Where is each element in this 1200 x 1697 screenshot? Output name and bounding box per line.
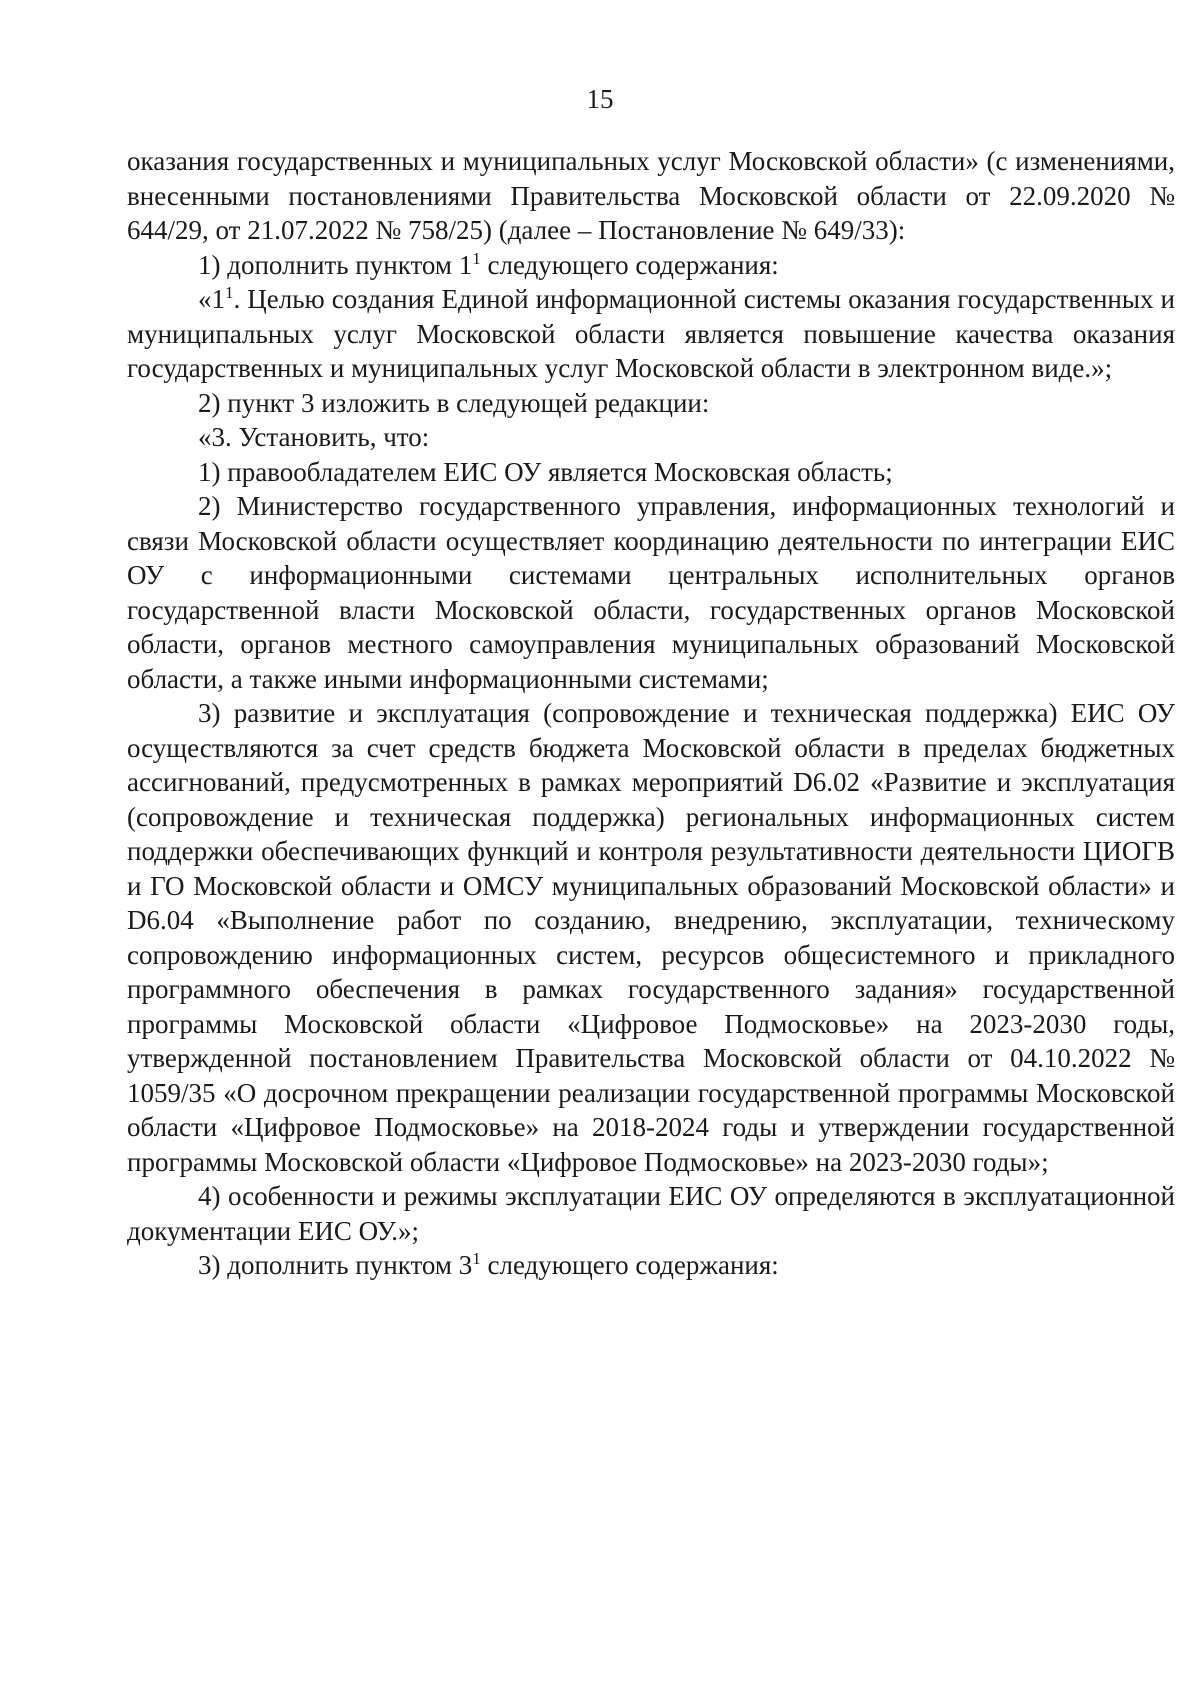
paragraph-text: . Целью создания Единой информационной системы оказания государственных и муниципальных услуг Московской области является повышение качества оказания государственных и муниципальных услуг Московской области в электронном виде.»; <box>127 284 1175 383</box>
superscript: 1 <box>225 283 234 302</box>
paragraph-amendment-2: 2) пункт 3 изложить в следующей редакции: <box>198 387 710 418</box>
paragraph-text: следующего содержания: <box>480 249 779 280</box>
document-body <box>127 144 1175 1283</box>
paragraph-text: 1) дополнить пунктом 1 <box>198 249 473 280</box>
paragraph-clause-3: «3. Установить, что: <box>198 422 430 452</box>
paragraph-amendment-1 <box>127 248 1175 283</box>
paragraph-continuation: оказания государственных и муниципальных услуг Московской области» (с изменениями, внесенными постановлениями Правительства Московской области от 22.09.2020 № 644/29, от 21.07.2022 № 758/25) (далее – Постановление № 649/33): <box>127 146 1175 245</box>
paragraph-clause-1-1 <box>127 282 1175 386</box>
paragraph-text: 3) дополнить пунктом 3 <box>198 1250 473 1280</box>
paragraph-amendment-3 <box>127 1248 1175 1283</box>
paragraph-text: следующего содержания: <box>480 1250 779 1280</box>
paragraph-item-1: 1) правообладателем ЕИС ОУ является Московская область; <box>198 456 893 487</box>
page-number: 15 <box>586 84 614 114</box>
superscript: 1 <box>472 248 481 268</box>
paragraph-text: «1 <box>198 284 225 314</box>
paragraph-item-2: 2) Министерство государственного управления, информационных технологий и связи Московской области осуществляет координацию деятельности по интеграции ЕИС ОУ с информационными системами центральных исполнительных органов государственной власти Московской области, государственных органов Московской области, органов местного самоуправления муниципальных образований Московской области, а также иными информационными системами; <box>127 491 1175 694</box>
paragraph-item-4: 4) особенности и режимы эксплуатации ЕИС ОУ определяются в эксплуатационной документации ЕИС ОУ.»; <box>127 1181 1175 1246</box>
superscript: 1 <box>472 1249 481 1268</box>
paragraph-item-3: 3) развитие и эксплуатация (сопровождение и техническая поддержка) ЕИС ОУ осуществляются за счет средств бюджета Московской области в пределах бюджетных ассигнований, предусмотренных в рамках мероприятий D6.02 «Развитие и эксплуатация (сопровождение и техническая поддержка) региональных информационных систем поддержки обеспечивающих функций и контроля результативности деятельности ЦИОГВ и ГО Московской области и ОМСУ муниципальных образований Московской области» и D6.04 «Выполнение работ по созданию, внедрению, эксплуатации, техническому сопровождению информационных систем, ресурсов общесистемного и прикладного программного обеспечения в рамках государственного задания» государственной программы Московской области «Цифровое Подмосковье» на 2023-2030 годы, утвержденной постановлением Правительства Московской области от 04.10.2022 № 1059/35 «О досрочном прекращении реализации государственной программы Московской области «Цифровое Подмосковье» на 2018-2024 годы и утверждении государственной программы Московской области «Цифровое Подмосковье» на 2023-2030 годы»; <box>127 698 1175 1177</box>
